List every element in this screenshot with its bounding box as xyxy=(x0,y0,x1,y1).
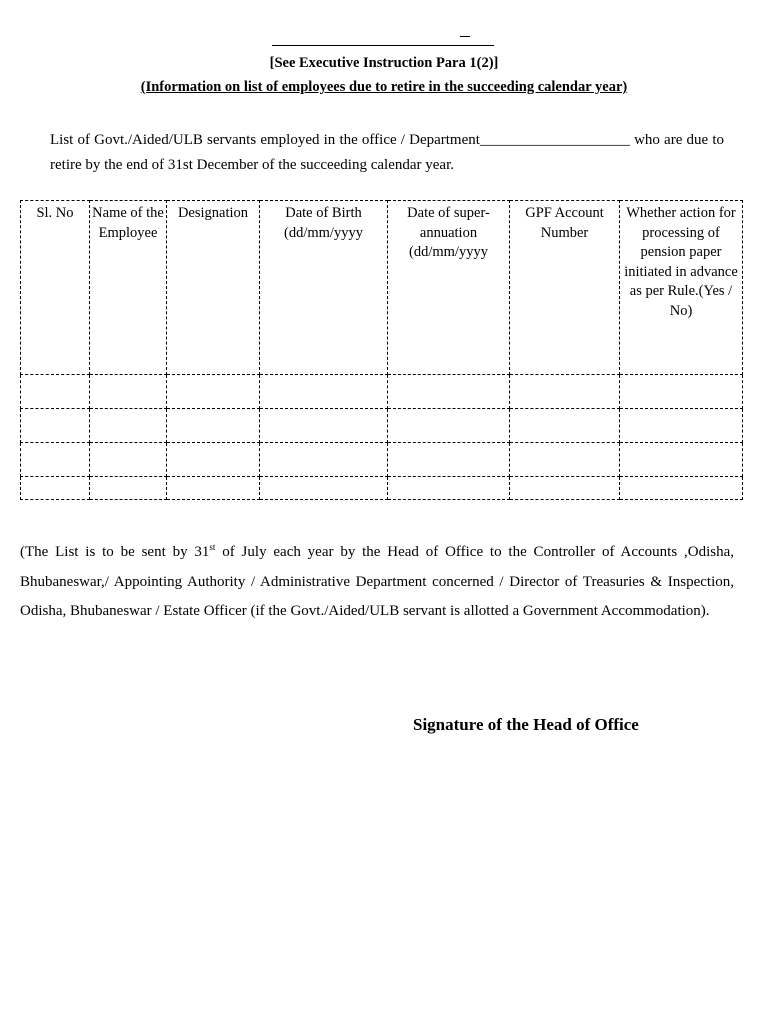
table-cell[interactable] xyxy=(620,477,743,500)
table-cell[interactable] xyxy=(510,443,620,477)
submission-instructions-text-start: (The List is to be sent by 31 xyxy=(20,544,210,560)
instruction-heading: [See Executive Instruction Para 1(2)] xyxy=(269,55,499,71)
table-cell[interactable] xyxy=(388,443,510,477)
table-cell[interactable] xyxy=(90,443,167,477)
table-row xyxy=(21,375,743,409)
table-cell[interactable] xyxy=(167,409,260,443)
submission-instructions-text-end: of July each year by the Head of Office to the Controller of Accounts ,Odisha, Bhubaneswar,/ Appointing Authority / Administrative Department concerned / Director of Treasuries & Inspection, Odisha, Bhubaneswar / Estate Officer (if the Govt./Aided/ULB servant is allotted a Government Accommodation). xyxy=(20,544,734,619)
submission-instructions xyxy=(20,538,734,627)
intro-paragraph: List of Govt./Aided/ULB servants employed in the office / Department____________________ who are due to retire by the end of 31st December of the succeeding calendar year. xyxy=(50,132,724,173)
table-cell[interactable] xyxy=(620,375,743,409)
column-header-employee-name: Name of the Employee xyxy=(90,201,167,375)
table-cell[interactable] xyxy=(620,409,743,443)
table-cell[interactable] xyxy=(21,477,90,500)
ordinal-suffix: st xyxy=(209,542,216,552)
table-cell[interactable] xyxy=(388,375,510,409)
column-header-designation: Designation xyxy=(167,201,260,375)
table-cell[interactable] xyxy=(260,477,388,500)
table-cell[interactable] xyxy=(388,477,510,500)
table-row xyxy=(21,443,743,477)
form-subtitle: (Information on list of employees due to retire in the succeeding calendar year) xyxy=(140,79,628,95)
table-cell[interactable] xyxy=(260,409,388,443)
table-cell[interactable] xyxy=(167,443,260,477)
column-header-date-of-birth: Date of Birth (dd/mm/yyyy xyxy=(260,201,388,375)
table-row xyxy=(21,477,743,500)
table-cell[interactable] xyxy=(21,375,90,409)
top-dash-mark xyxy=(460,36,470,37)
table-cell[interactable] xyxy=(90,409,167,443)
retiring-employees-table xyxy=(20,200,743,500)
table-cell[interactable] xyxy=(388,409,510,443)
signature-label: Signature of the Head of Office xyxy=(413,715,639,734)
table-row xyxy=(21,409,743,443)
table-cell[interactable] xyxy=(167,477,260,500)
table-cell[interactable] xyxy=(21,443,90,477)
table-cell[interactable] xyxy=(21,409,90,443)
column-header-sl-no: Sl. No xyxy=(21,201,90,375)
top-rule-line xyxy=(272,45,494,46)
table-header-row xyxy=(21,201,743,375)
column-header-pension-action: Whether action for processing of pension paper initiated in advance as per Rule.(Yes / No) xyxy=(620,201,743,375)
table-cell[interactable] xyxy=(510,375,620,409)
table-cell[interactable] xyxy=(167,375,260,409)
table-cell[interactable] xyxy=(510,409,620,443)
table-cell[interactable] xyxy=(260,443,388,477)
table-cell[interactable] xyxy=(90,477,167,500)
table-cell[interactable] xyxy=(90,375,167,409)
column-header-superannuation-date: Date of super-annuation (dd/mm/yyyy xyxy=(388,201,510,375)
table-cell[interactable] xyxy=(620,443,743,477)
column-header-gpf-account: GPF Account Number xyxy=(510,201,620,375)
table-cell[interactable] xyxy=(260,375,388,409)
table-cell[interactable] xyxy=(510,477,620,500)
